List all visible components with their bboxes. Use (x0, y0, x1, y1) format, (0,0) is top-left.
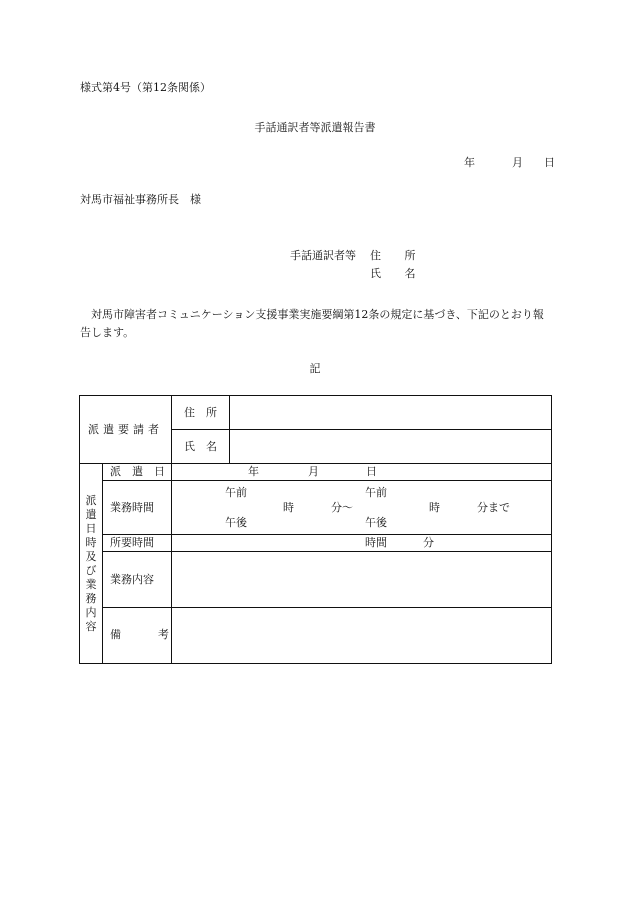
required-minutes: 分 (423, 536, 434, 549)
vertical-char: 容 (85, 619, 97, 633)
report-body-text: 対馬市障害者コミュニケーション支援事業実施要綱第12条の規定に基づき、下記のとおり報告します。 (80, 308, 544, 339)
date-month-label: 月 (512, 156, 523, 169)
date-day-label: 日 (544, 156, 555, 169)
ki-heading: 記 (309, 362, 321, 375)
work-content-label: 業務内容 (103, 552, 172, 608)
required-time-field[interactable] (172, 535, 552, 552)
work-start-minute: 分～ (331, 501, 353, 514)
remarks-label (103, 608, 172, 664)
work-end-am: 午前 (365, 486, 387, 499)
dispatch-date-field[interactable] (172, 464, 552, 481)
dispatch-year: 年 (248, 465, 259, 478)
dispatch-day: 日 (366, 465, 377, 478)
remarks-label-char-1: 備 (110, 628, 121, 641)
vertical-char: 務 (85, 591, 97, 605)
dispatch-date-label: 派 遣 日 (103, 464, 172, 481)
work-end-hour: 時 (429, 501, 440, 514)
report-table (79, 395, 552, 664)
work-start-hour: 時 (283, 501, 294, 514)
vertical-char: 時 (85, 535, 97, 549)
requester-name-label: 氏 名 (172, 430, 230, 464)
required-time-label: 所要時間 (103, 535, 172, 552)
work-start-am: 午前 (225, 486, 247, 499)
vertical-char: 内 (85, 605, 97, 619)
vertical-char: 業 (85, 577, 97, 591)
dispatch-month: 月 (308, 465, 319, 478)
addressee: 対馬市福祉事務所長 様 (80, 193, 201, 206)
work-end-minute: 分まで (477, 501, 510, 514)
vertical-char: 日 (85, 521, 97, 535)
vertical-char: び (85, 563, 97, 577)
reporter-address-label: 住 所 (370, 249, 426, 262)
vertical-char: 及 (85, 549, 97, 563)
document-title: 手話通訳者等派遣報告書 (254, 121, 376, 134)
work-content-field[interactable] (172, 552, 552, 608)
vertical-char: 派 (85, 493, 97, 507)
reporter-role-label: 手話通訳者等 (290, 249, 356, 262)
reporter-name-label: 氏 名 (370, 267, 426, 280)
dispatch-section-label (80, 464, 103, 664)
work-time-field[interactable] (172, 481, 552, 535)
required-hours: 時間 (365, 536, 387, 549)
vertical-char: 遣 (85, 507, 97, 521)
remarks-field[interactable] (172, 608, 552, 664)
work-start-pm: 午後 (225, 516, 247, 529)
date-year-label: 年 (464, 156, 475, 169)
requester-address-field[interactable] (230, 396, 552, 430)
form-number: 様式第4号（第12条関係） (80, 81, 211, 94)
requester-name-field[interactable] (230, 430, 552, 464)
report-date-line (464, 156, 555, 170)
remarks-label-char-2: 考 (158, 628, 169, 641)
work-time-label: 業務時間 (103, 481, 172, 535)
work-end-pm: 午後 (365, 516, 387, 529)
requester-label: 派遣要請者 (80, 396, 172, 464)
requester-address-label: 住 所 (172, 396, 230, 430)
